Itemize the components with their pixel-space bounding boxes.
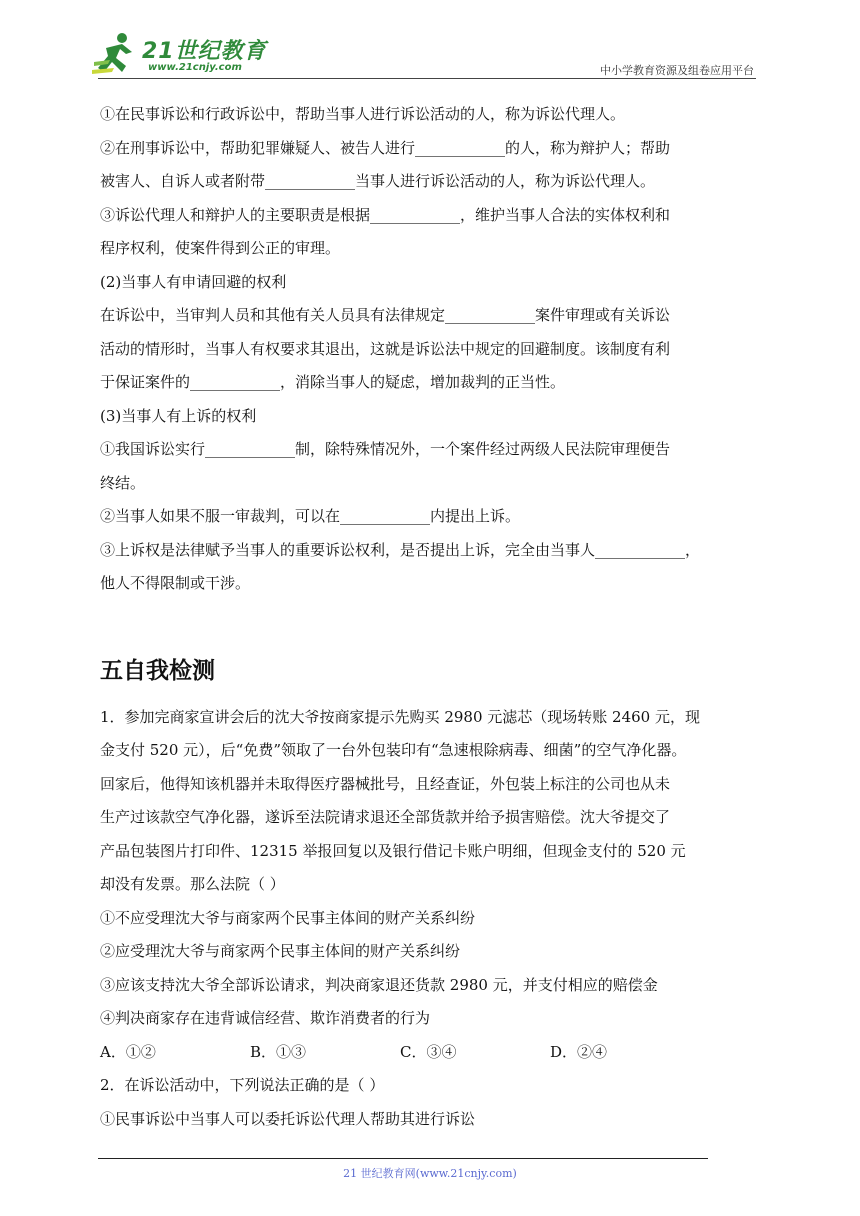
question-line: 2．在诉讼活动中，下列说法正确的是（ ） bbox=[100, 1076, 385, 1094]
footer-divider bbox=[98, 1158, 708, 1159]
page-header bbox=[0, 0, 860, 80]
body-line: 在诉讼中，当审判人员和其他有关人员具有法律规定____________案件审理或有关诉讼 bbox=[100, 306, 671, 324]
body-line: 被害人、自诉人或者附带____________当事人进行诉讼活动的人，称为诉讼代理人。 bbox=[100, 172, 656, 190]
header-divider bbox=[98, 78, 756, 79]
spacer bbox=[100, 601, 770, 641]
option-d: D．②④ bbox=[550, 1042, 608, 1061]
logo-text: 21世纪教育 bbox=[142, 39, 267, 64]
body-line: ①我国诉讼实行____________制，除特殊情况外，一个案件经过两级人民法院审理便告 bbox=[100, 440, 671, 458]
subheading: (2)当事人有申请回避的权利 bbox=[100, 272, 287, 291]
option-c: C．③④ bbox=[400, 1042, 457, 1061]
body-line: ②当事人如果不服一审裁判，可以在____________内提出上诉。 bbox=[100, 507, 521, 525]
option-b: B．①③ bbox=[250, 1042, 307, 1061]
question-statement: ②应受理沈大爷与商家两个民事主体间的财产关系纠纷 bbox=[100, 942, 461, 960]
subheading: (3)当事人有上诉的权利 bbox=[100, 406, 257, 425]
section-title: 五自我检测 bbox=[100, 657, 215, 684]
option-a: A．①② bbox=[100, 1042, 156, 1061]
site-logo[interactable] bbox=[92, 32, 272, 78]
document-body bbox=[100, 98, 770, 1136]
question-statement: ④判决商家存在违背诚信经营、欺诈消费者的行为 bbox=[100, 1009, 431, 1027]
logo-url: www.21cnjy.com bbox=[148, 62, 242, 73]
body-line: 活动的情形时，当事人有权要求其退出，这就是诉讼法中规定的回避制度。该制度有利 bbox=[100, 339, 671, 358]
question-line: 却没有发票。那么法院（ ） bbox=[100, 875, 285, 893]
body-line: ③诉讼代理人和辩护人的主要职责是根据____________，维护当事人合法的实体权利和 bbox=[100, 205, 671, 224]
question-line: 金支付 520 元），后“免费”领取了一台外包装印有“急速根除病毒、细菌”的空气净化器。 bbox=[100, 741, 687, 759]
body-line: ②在刑事诉讼中，帮助犯罪嫌疑人、被告人进行____________的人，称为辩护人；帮助 bbox=[100, 138, 671, 157]
body-line: 程序权利，使案件得到公正的审理。 bbox=[100, 239, 341, 257]
site-tagline: 中小学教育资源及组卷应用平台 bbox=[600, 64, 754, 77]
question-line: 1．参加完商家宣讲会后的沈大爷按商家提示先购买 2980 元滤芯（现场转账 2460 元，现 bbox=[100, 707, 700, 726]
body-line: 终结。 bbox=[100, 473, 146, 492]
question-statement: ①不应受理沈大爷与商家两个民事主体间的财产关系纠纷 bbox=[100, 908, 476, 927]
answer-options bbox=[100, 1036, 770, 1070]
body-line: 他人不得限制或干涉。 bbox=[100, 574, 251, 592]
body-line: 于保证案件的____________，消除当事人的疑虑，增加裁判的正当性。 bbox=[100, 373, 566, 391]
body-line: ③上诉权是法律赋予当事人的重要诉讼权利，是否提出上诉，完全由当事人____________， bbox=[100, 540, 701, 559]
question-statement: ①民事诉讼中当事人可以委托诉讼代理人帮助其进行诉讼 bbox=[100, 1109, 476, 1128]
page-footer[interactable]: 21 世纪教育网(www.21cnjy.com) bbox=[343, 1167, 517, 1180]
question-statement: ③应该支持沈大爷全部诉讼请求，判决商家退还货款 2980 元，并支付相应的赔偿金 bbox=[100, 975, 658, 994]
question-line: 回家后，他得知该机器并未取得医疗器械批号，且经查证，外包装上标注的公司也从未 bbox=[100, 774, 671, 793]
question-line: 产品包装图片打印件、12315 举报回复以及银行借记卡账户明细，但现金支付的 520 元 bbox=[100, 841, 686, 860]
question-line: 生产过该款空气净化器，遂诉至法院请求退还全部货款并给予损害赔偿。沈大爷提交了 bbox=[100, 808, 671, 826]
body-line: ①在民事诉讼和行政诉讼中，帮助当事人进行诉讼活动的人，称为诉讼代理人。 bbox=[100, 105, 626, 123]
runner-icon bbox=[92, 32, 142, 76]
